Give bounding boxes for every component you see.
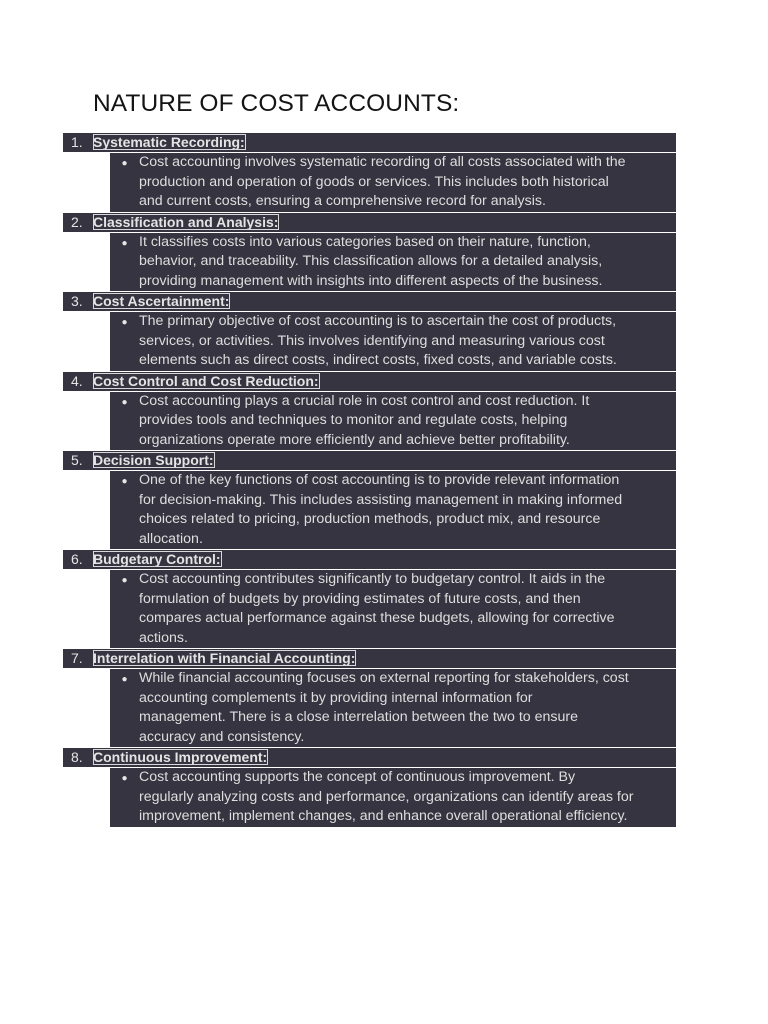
list-item-header [63,372,676,391]
list-item-description [139,312,676,371]
heading-text: Classification and Analysis: [93,213,279,230]
list-item-body [110,768,676,827]
description-line: Cost accounting plays a crucial role in cost control and cost reduction. It [139,392,590,409]
numbered-list [63,133,676,828]
list-item-body [110,471,676,549]
list-item-number [63,292,93,311]
list-item [63,550,676,648]
list-item-heading [93,133,676,152]
list-item [63,748,676,827]
description-line: choices related to pricing, production methods, product mix, and resource [139,511,601,527]
description-line: compares actual performance against these budgets, allowing for corrective [139,610,615,626]
list-item-header [63,748,676,767]
list-item-body [110,312,676,371]
list-number-text: 6. [71,551,83,567]
list-item-header [63,213,676,232]
heading-text: Budgetary Control: [93,551,221,567]
list-item [63,649,676,747]
heading-text: Systematic Recording: [93,134,245,150]
list-item-header [63,451,676,470]
list-item-description [139,233,676,292]
description-line: improvement, implement changes, and enhance overall operational efficiency. [139,808,628,824]
bullet-icon: ● [121,575,128,586]
list-item-heading [93,649,676,668]
list-item-header [63,550,676,569]
heading-text: Interrelation with Financial Accounting: [93,650,356,666]
heading-text: Cost Control and Cost Reduction: [93,372,319,389]
bullet-icon: ● [121,158,128,169]
list-item-number [63,451,93,470]
list-item-heading [93,550,676,569]
description-line: organizations operate more efficiently and achieve better profitability. [139,431,570,448]
list-item-body [110,153,676,212]
list-item-body [110,233,676,292]
description-line: behavior, and traceability. This classification allows for a detailed analysis, [139,253,603,269]
list-item-description [139,570,676,648]
description-line: It classifies costs into various categories based on their nature, function, [139,233,591,250]
description-line: allocation. [139,530,203,547]
description-line: formulation of budgets by providing estimates of future costs, and then [139,590,581,607]
description-line: Cost accounting contributes significantly to budgetary control. It aids in the [139,571,606,587]
list-number-text: 1. [71,134,83,150]
list-item-body [110,570,676,648]
list-item [63,451,676,549]
description-line: production and operation of goods or services. This includes both historical [139,173,609,190]
list-item [63,372,676,451]
list-item [63,292,676,371]
description-line: and current costs, ensuring a comprehensive record for analysis. [139,193,546,209]
list-number-text: 3. [71,293,83,309]
description-line: management. There is a close interrelation between the two to ensure [139,709,579,725]
list-item-body [110,669,676,747]
list-number-text: 8. [71,749,83,765]
list-item-heading [93,372,676,391]
list-item-heading [93,292,676,311]
list-number-text: 5. [71,452,83,468]
heading-text: Decision Support: [93,452,214,468]
list-item-number [63,133,93,152]
list-number-text: 7. [71,650,83,666]
description-line: elements such as direct costs, indirect costs, fixed costs, and variable costs. [139,352,617,368]
bullet-icon: ● [121,396,128,408]
list-item-description [139,392,676,451]
description-line: While financial accounting focuses on external reporting for stakeholders, cost [139,670,629,686]
heading-text: Continuous Improvement: [93,749,268,765]
description-line: services, or activities. This involves identifying and measuring various cost [139,332,605,349]
list-item-heading [93,451,676,470]
list-item-description [139,471,676,549]
bullet-icon: ● [121,773,128,784]
list-item-number [63,372,93,391]
page-title: NATURE OF COST ACCOUNTS: [93,90,460,117]
bullet-icon: ● [121,317,128,328]
list-number-text: 2. [71,213,83,230]
list-item-body [110,392,676,451]
list-item [63,133,676,212]
list-number-text: 4. [71,372,83,389]
list-item-heading [93,213,676,232]
description-line: Cost accounting involves systematic recording of all costs associated with the [139,154,626,170]
description-line: regularly analyzing costs and performance, organizations can identify areas for [139,788,634,805]
list-item [63,213,676,292]
description-line: The primary objective of cost accounting is to ascertain the cost of products, [139,313,617,329]
description-line: provides tools and techniques to monitor and regulate costs, helping [139,412,568,428]
list-item-description [139,669,676,747]
bullet-icon: ● [121,674,128,685]
description-line: accuracy and consistency. [139,728,305,745]
description-line: providing management with insights into different aspects of the business. [139,272,603,289]
list-item-heading [93,748,676,767]
list-item-description [139,153,676,212]
list-item-header [63,133,676,152]
list-item-number [63,213,93,232]
description-line: for decision-making. This includes assisting management in making informed [139,491,623,508]
bullet-icon: ● [121,237,128,249]
list-item-number [63,748,93,767]
description-line: One of the key functions of cost accounting is to provide relevant information [139,472,620,488]
list-item-header [63,649,676,668]
list-item-description [139,768,676,827]
bullet-icon: ● [121,476,128,487]
list-item-number [63,649,93,668]
description-line: Cost accounting supports the concept of continuous improvement. By [139,769,576,785]
heading-text: Cost Ascertainment: [93,293,230,309]
list-item-number [63,550,93,569]
description-line: actions. [139,629,188,646]
list-item-header [63,292,676,311]
description-line: accounting complements it by providing internal information for [139,689,533,706]
